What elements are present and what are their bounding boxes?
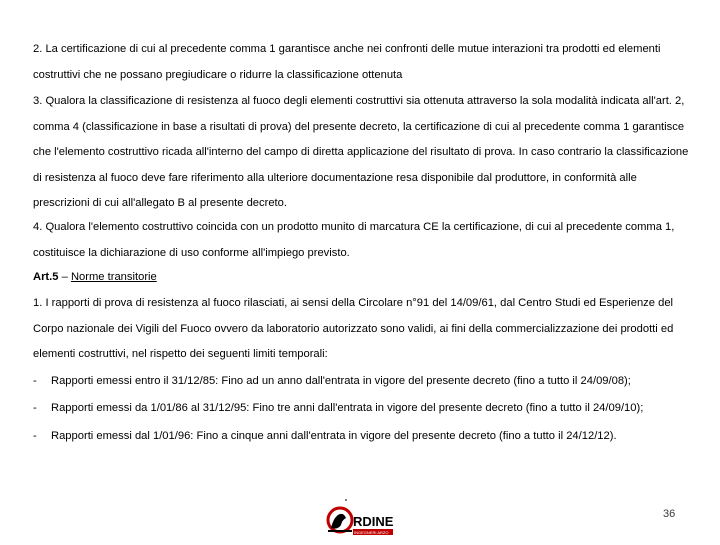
list-item-text: Rapporti emessi da 1/01/86 al 31/12/95: Fino tre anni dall'entrata in vigore del presente decreto (fino a tutto il 24/09/10);: [51, 402, 644, 414]
paragraph-4: 4. Qualora l'elemento costruttivo coincida con un prodotto munito di marcatura CE la certificazione, di cui al precedente comma 1, costituisce la dichiarazione di uso conforme all'impiego previsto.: [33, 221, 675, 259]
bullet-dash: -: [33, 402, 37, 414]
paragraph-2: 2. La certificazione di cui al precedente comma 1 garantisce anche nei confronti delle mutue interazioni tra prodotti ed elementi costruttivi che ne possano pregiudicare o ridurre la classificazione ottenuta: [33, 43, 661, 81]
bullet-dash: -: [33, 375, 37, 387]
ordine-ingegneri-logo: [322, 498, 402, 540]
paragraph-3: 3. Qualora la classificazione di resistenza al fuoco degli elementi costruttivi sia ottenuta attraverso la sola modalità indicata all'art. 2, comma 4 (classificazione in base a risultati di prova) del presente decreto, la certificazione di cui al precedente comma 1 garantisce che l'elemento costruttivo ricada all'interno del campo di diretta applicazione del risultato di prova. In caso contrario la classificazione di resistenza al fuoco deve fare riferimento alla ulteriore documentazione resa disponibile dal produttore, in conformità alle prescrizioni di cui all'allegato B al presente decreto.: [33, 95, 689, 210]
bullet-dash: -: [33, 430, 37, 442]
article-title: Norme transitorie: [70, 271, 157, 283]
logo-text: RDINE: [353, 514, 394, 529]
article-separator: –: [58, 271, 71, 283]
page-number: 36: [663, 508, 676, 520]
article-heading: [33, 271, 157, 283]
list-item-text: Rapporti emessi entro il 31/12/85: Fino ad un anno dall'entrata in vigore del presente decreto (fino a tutto il 24/09/08);: [51, 375, 631, 387]
article-5-paragraph-1: 1. I rapporti di prova di resistenza al fuoco rilasciati, ai sensi della Circolare n°91 del 14/09/61, dal Centro Studi ed Esperienze del Corpo nazionale dei Vigili del Fuoco ovvero da laboratorio autorizzato sono validi, ai fini della commercializzazione dei prodotti ed elementi costruttivi, nel rispetto dei seguenti limiti temporali:: [33, 297, 674, 361]
list-item-text: Rapporti emessi dal 1/01/96: Fino a cinque anni dall'entrata in vigore del presente decreto (fino a tutto il 24/12/12).: [51, 430, 617, 442]
logo-subtext: INGEGNERI ARZO: [354, 530, 389, 535]
article-label: Art.5: [33, 271, 59, 283]
